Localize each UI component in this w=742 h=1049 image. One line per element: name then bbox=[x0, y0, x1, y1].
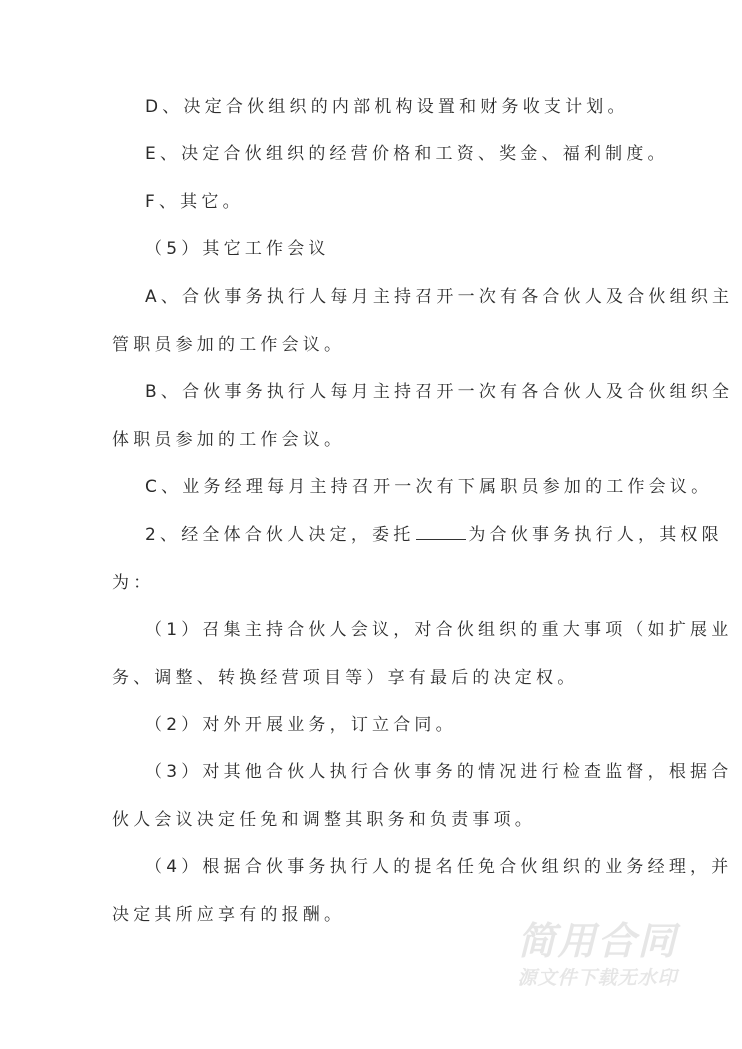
clause-2-item-3 bbox=[112, 749, 733, 844]
text-line: 管职员参加的工作会议。 bbox=[112, 334, 346, 355]
text-line: 为： bbox=[112, 572, 155, 593]
text-line: D、决定合伙组织的内部机构设置和财务收支计划。 bbox=[145, 97, 629, 117]
text-line: （2）对外开展业务，订立合同。 bbox=[145, 715, 457, 735]
text-line: 务、调整、转换经营项目等）享有最后的决定权。 bbox=[112, 667, 579, 688]
paragraph-d bbox=[112, 84, 632, 132]
text-line: 体职员参加的工作会议。 bbox=[112, 429, 346, 450]
text-line bbox=[112, 512, 723, 560]
text-line: （4）根据合伙事务执行人的提名任免合伙组织的业务经理，并 bbox=[145, 857, 733, 877]
clause-2-text-before: 2、经全体合伙人决定，委托 bbox=[145, 525, 415, 545]
paragraph-e bbox=[112, 131, 669, 179]
text-line: （5）其它工作会议 bbox=[145, 239, 330, 259]
text-line: （1）召集主持合伙人会议，对合伙组织的重大事项（如扩展业 bbox=[145, 620, 733, 640]
fill-in-blank bbox=[416, 525, 466, 540]
paragraph-f bbox=[112, 179, 632, 227]
clause-2-text-after: 为合伙事务执行人，其权限 bbox=[468, 525, 723, 545]
paragraph-c bbox=[112, 464, 713, 512]
text-line: 伙人会议决定任免和调整其职务和负责事项。 bbox=[112, 809, 536, 830]
paragraph-b bbox=[112, 369, 734, 464]
paragraph-a bbox=[112, 274, 734, 369]
text-line: （3）对其他合伙人执行合伙事务的情况进行检查监督，根据合 bbox=[145, 762, 733, 782]
watermark bbox=[510, 918, 685, 992]
text-line: B、合伙事务执行人每月主持召开一次有各合伙人及合伙组织全 bbox=[145, 382, 734, 402]
text-line: 决定其所应享有的报酬。 bbox=[112, 904, 346, 925]
watermark-title: 简用合同 bbox=[517, 919, 678, 963]
section-heading-5 bbox=[112, 226, 632, 274]
clause-2 bbox=[112, 512, 723, 607]
text-line: C、业务经理每月主持召开一次有下属职员参加的工作会议。 bbox=[145, 477, 713, 497]
text-line: A、合伙事务执行人每月主持召开一次有各合伙人及合伙组织主 bbox=[145, 287, 734, 307]
watermark-subtitle: 源文件下载无水印 bbox=[517, 967, 678, 989]
text-line: E、决定合伙组织的经营价格和工资、奖金、福利制度。 bbox=[145, 144, 669, 164]
clause-2-item-2 bbox=[112, 702, 632, 750]
text-line: F、其它。 bbox=[145, 192, 244, 212]
clause-2-item-1 bbox=[112, 607, 733, 702]
